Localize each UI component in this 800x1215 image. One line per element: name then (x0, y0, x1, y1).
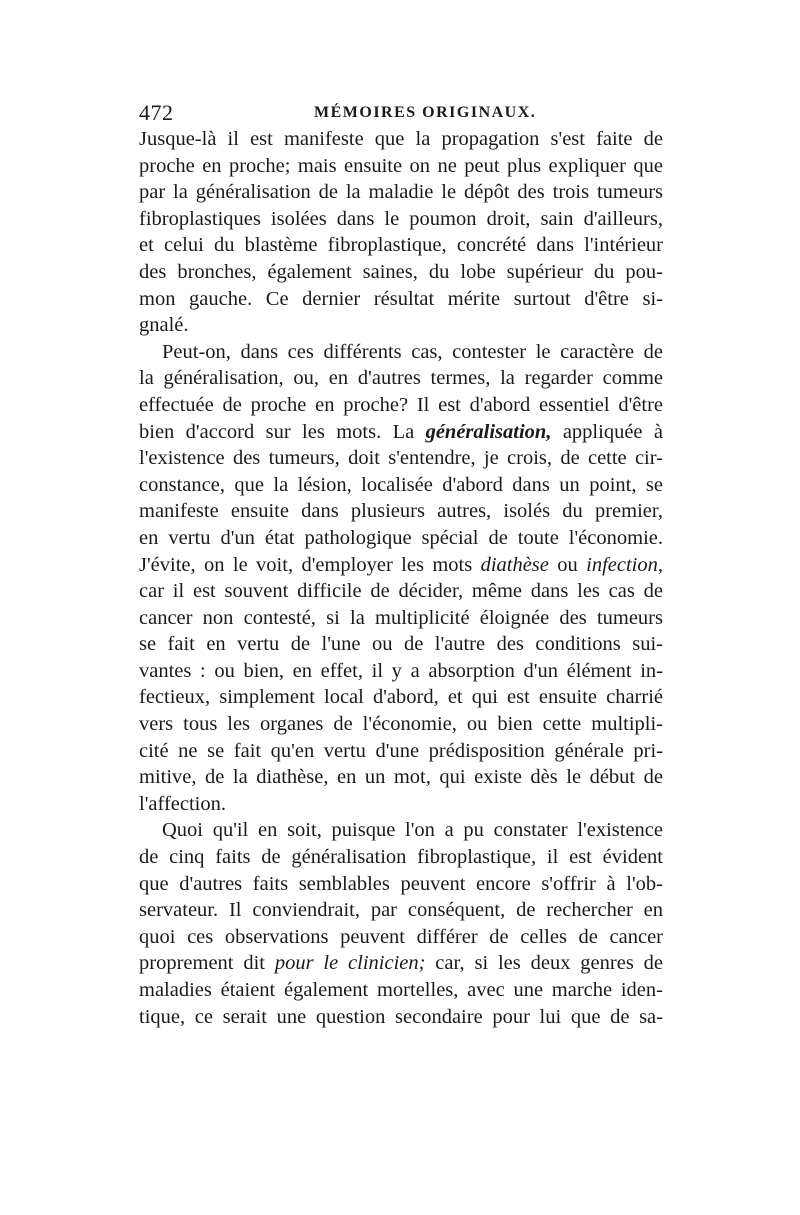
text-line: vers tous les organes de l'économie, ou bien cette multipli- (139, 713, 663, 736)
emphasized-term: généralisation, (425, 420, 552, 443)
text-line (139, 552, 663, 579)
text-line: proche en proche; mais ensuite on ne peut plus expliquer que (139, 154, 663, 177)
text-line (139, 950, 663, 977)
text-line: Jusque-là il est manifeste que la propagation s'est faite de (139, 128, 663, 150)
text-line: servateur. Il conviendrait, par conséquent, de rechercher en (139, 899, 663, 922)
text-line: maladies étaient également mortelles, avec une marche iden- (139, 979, 663, 1001)
text-line: fectieux, simplement local d'abord, et qui est ensuite charrié (139, 686, 663, 709)
text-line: cancer non contesté, si la multiplicité éloignée des tumeurs (139, 606, 663, 629)
text-run: ou (548, 553, 587, 576)
text-run: bien d'accord sur les mots. La (139, 420, 426, 443)
text-line: manifeste ensuite dans plusieurs autres, isolés du premier, (139, 500, 663, 523)
emphasized-term: diathèse (480, 553, 549, 576)
text-line: effectuée de proche en proche? Il est d'abord essentiel d'être (139, 393, 663, 416)
body-text (139, 126, 663, 1030)
text-line: vantes : ou bien, en effet, il y a absorption d'un élément in- (139, 659, 663, 682)
text-line: l'existence des tumeurs, doit s'entendre, je crois, de cette cir- (139, 447, 663, 470)
emphasized-term: infection, (586, 553, 663, 576)
text-run: car, si les deux genres de (425, 952, 663, 975)
text-line: mitive, de la diathèse, en un mot, qui existe dès le début de (139, 766, 663, 789)
text-run: appliquée à (551, 420, 663, 443)
text-line: se fait en vertu de l'une ou de l'autre des conditions sui- (139, 633, 663, 656)
text-line: gnalé. (139, 314, 189, 337)
text-line: mon gauche. Ce dernier résultat mérite surtout d'être si- (139, 287, 663, 310)
text-line: de cinq faits de généralisation fibroplastique, il est évident (139, 846, 663, 869)
text-line: car il est souvent difficile de décider, même dans les cas de (139, 580, 663, 603)
text-run: proprement dit (139, 952, 275, 975)
text-line: tique, ce serait une question secondaire pour lui que de sa- (139, 1005, 663, 1028)
text-line: en vertu d'un état pathologique spécial de toute l'économie. (139, 526, 663, 549)
text-line: cité ne se fait qu'en vertu d'une prédisposition générale pri- (139, 739, 663, 762)
text-line: Peut-on, dans ces différents cas, contester le caractère de (162, 340, 663, 363)
text-line: Quoi qu'il en soit, puisque l'on a pu constater l'existence (162, 819, 663, 842)
text-line: que d'autres faits semblables peuvent encore s'offrir à l'ob- (139, 872, 663, 895)
text-line: par la généralisation de la maladie le dépôt des trois tumeurs (139, 181, 663, 204)
emphasized-term: pour le clinicien; (274, 952, 426, 975)
page-number: 472 (139, 100, 174, 125)
text-line: la généralisation, ou, en d'autres termes, la regarder comme (139, 367, 663, 390)
text-line: constance, que la lésion, localisée d'abord dans un point, se (139, 473, 663, 496)
text-line: des bronches, également saines, du lobe supérieur du pou- (139, 260, 663, 283)
text-line: et celui du blastème fibroplastique, concrété dans l'intérieur (139, 234, 663, 257)
text-line (139, 419, 663, 446)
text-line: l'affection. (139, 792, 226, 815)
running-title: MÉMOIRES ORIGINAUX. (314, 104, 537, 121)
text-line: quoi ces observations peuvent différer de celles de cancer (139, 925, 663, 948)
text-line: fibroplastiques isolées dans le poumon droit, sain d'ailleurs, (139, 207, 663, 230)
text-run: J'évite, on le voit, d'employer les mots (139, 553, 481, 576)
